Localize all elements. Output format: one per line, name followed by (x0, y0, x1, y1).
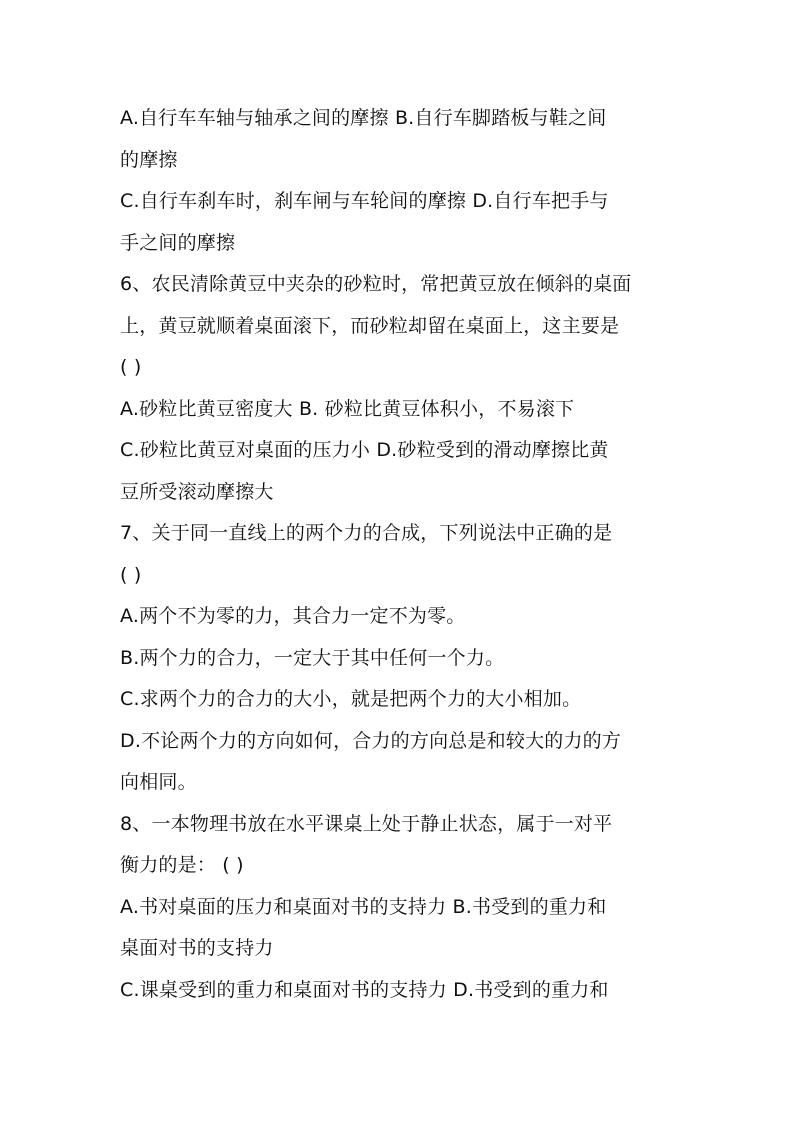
text-line: 的摩擦 (120, 148, 178, 171)
question-6-options: 豆所受滚动摩擦大 (120, 480, 274, 503)
question-7-option-d: D.不论两个力的方向如何，合力的方向总是和较大的力的方 (120, 729, 622, 752)
question-6-stem: 6、农民清除黄豆中夹杂的砂粒时，常把黄豆放在倾斜的桌面 (120, 273, 632, 295)
question-8-options: C.课桌受到的重力和桌面对书的支持力 D.书受到的重力和 (120, 978, 609, 1001)
question-7-option-a: A.两个不为零的力，其合力一定不为零。 (120, 605, 466, 627)
question-6-options: A.砂粒比黄豆密度大 B. 砂粒比黄豆体积小，不易滚下 (120, 397, 575, 420)
question-6-options: C.砂粒比黄豆对桌面的压力小 D.砂粒受到的滑动摩擦比黄 (120, 439, 609, 461)
document-page (120, 98, 680, 1011)
question-6-stem: 上，黄豆就顺着桌面滚下，而砂粒却留在桌面上，这主要是 (120, 314, 620, 337)
question-7-option-b: B.两个力的合力，一定大于其中任何一个力。 (120, 646, 505, 669)
text-line: 手之间的摩擦 (120, 231, 236, 254)
question-8-options: A.书对桌面的压力和桌面对书的支持力 B.书受到的重力和 (120, 895, 607, 918)
question-8-stem: 衡力的是： ( ) (120, 854, 244, 876)
question-8-stem: 8、一本物理书放在水平课桌上处于静止状态，属于一对平 (120, 812, 613, 835)
text-line: C.自行车刹车时，刹车闸与车轮间的摩擦 D.自行车把手与 (120, 190, 609, 212)
text-line: A.自行车车轴与轴承之间的摩擦 B.自行车脚踏板与鞋之间 (120, 107, 607, 129)
answer-blank: ( ) (120, 563, 142, 586)
question-7-option-d: 向相同。 (120, 771, 197, 793)
question-7-stem: 7、关于同一直线上的两个力的合成，下列说法中正确的是 (120, 522, 613, 544)
answer-blank: ( ) (120, 356, 142, 378)
question-8-options: 桌面对书的支持力 (120, 937, 274, 959)
question-7-option-c: C.求两个力的合力的大小，就是把两个力的大小相加。 (120, 688, 582, 710)
